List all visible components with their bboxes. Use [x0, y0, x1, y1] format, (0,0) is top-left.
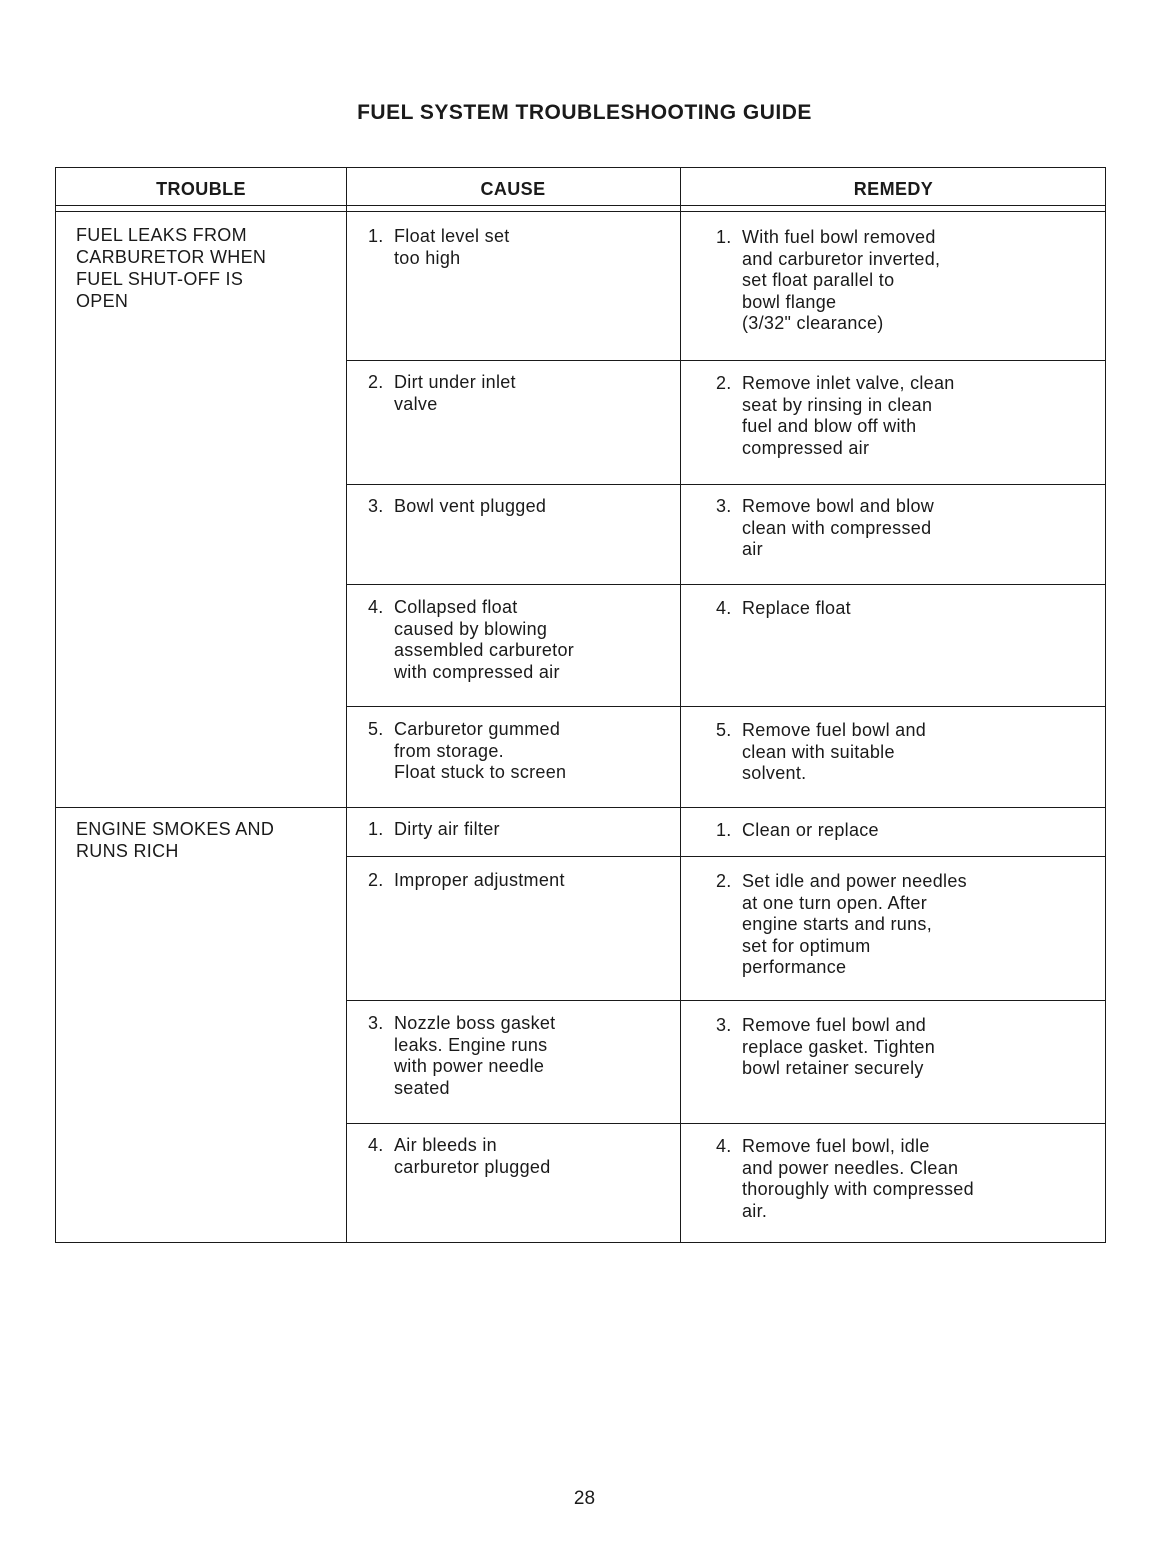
- remedy-item: [716, 598, 1096, 620]
- cause-item: [368, 870, 678, 892]
- remedy-text: Remove bowl and blow clean with compressed air: [742, 496, 935, 559]
- item-number: 1.: [368, 819, 384, 839]
- cause-text: Dirty air filter: [394, 819, 500, 839]
- cause-item: [368, 819, 678, 841]
- cause-text: Bowl vent plugged: [394, 496, 547, 516]
- remedy-item: [716, 871, 1096, 979]
- item-number: 4.: [716, 1136, 732, 1156]
- remedy-item: [716, 1015, 1096, 1080]
- cause-text: Improper adjustment: [394, 870, 565, 890]
- item-number: 4.: [368, 1135, 384, 1155]
- remedy-item: [716, 373, 1096, 459]
- remedy-item: [716, 720, 1096, 785]
- header-trouble: TROUBLE: [156, 179, 246, 199]
- item-number: 5.: [716, 720, 732, 740]
- cause-text: Nozzle boss gasket leaks. Engine runs with power needle seated: [394, 1013, 556, 1098]
- remedy-text: Remove inlet valve, clean seat by rinsing in clean fuel and blow off with compressed air: [742, 373, 955, 458]
- item-number: 2.: [368, 372, 384, 392]
- item-number: 5.: [368, 719, 384, 739]
- item-number: 3.: [716, 1015, 732, 1035]
- item-number: 4.: [368, 597, 384, 617]
- header-rule: [56, 211, 1105, 212]
- header-rule: [56, 205, 1105, 206]
- remedy-text: Remove fuel bowl and clean with suitable solvent.: [742, 720, 927, 783]
- row-divider: [346, 484, 1105, 485]
- cause-item: [368, 226, 678, 269]
- column-divider: [346, 168, 347, 1242]
- header-remedy: REMEDY: [853, 179, 934, 199]
- item-number: 3.: [716, 496, 732, 516]
- item-number: 2.: [716, 871, 732, 891]
- item-number: 2.: [368, 870, 384, 890]
- cause-text: Collapsed float caused by blowing assembled carburetor with compressed air: [394, 597, 575, 682]
- troubleshooting-table: [55, 167, 1106, 1243]
- page-title: FUEL SYSTEM TROUBLESHOOTING GUIDE: [357, 101, 812, 124]
- trouble-fuel-leaks: FUEL LEAKS FROM CARBURETOR WHEN FUEL SHUT-OFF IS OPEN: [76, 225, 267, 311]
- item-number: 3.: [368, 496, 384, 516]
- remedy-item: [716, 496, 1096, 561]
- cause-text: Carburetor gummed from storage. Float stuck to screen: [394, 719, 567, 782]
- row-divider: [346, 856, 1105, 857]
- cause-text: Dirt under inlet valve: [394, 372, 516, 414]
- header-cause: CAUSE: [480, 179, 546, 199]
- row-divider: [346, 706, 1105, 707]
- remedy-item: [716, 227, 1096, 335]
- item-number: 1.: [716, 820, 732, 840]
- cause-item: [368, 496, 678, 518]
- trouble-engine-smokes: ENGINE SMOKES AND RUNS RICH: [76, 819, 275, 861]
- item-number: 4.: [716, 598, 732, 618]
- remedy-item: [716, 820, 1096, 842]
- column-divider: [680, 168, 681, 1242]
- page-number: 28: [573, 1488, 596, 1509]
- cause-item: [368, 1013, 678, 1099]
- cause-item: [368, 597, 678, 683]
- remedy-text: Remove fuel bowl and replace gasket. Tighten bowl retainer securely: [742, 1015, 936, 1078]
- cause-item: [368, 719, 678, 784]
- item-number: 1.: [368, 226, 384, 246]
- row-divider: [346, 1123, 1105, 1124]
- row-divider: [346, 584, 1105, 585]
- row-divider: [346, 1000, 1105, 1001]
- remedy-text: With fuel bowl removed and carburetor inverted, set float parallel to bowl flange (3/32" clearance): [742, 227, 941, 333]
- group-divider: [56, 807, 1105, 808]
- remedy-item: [716, 1136, 1096, 1222]
- cause-item: [368, 1135, 678, 1178]
- row-divider: [346, 360, 1105, 361]
- cause-text: Air bleeds in carburetor plugged: [394, 1135, 551, 1177]
- item-number: 1.: [716, 227, 732, 247]
- item-number: 3.: [368, 1013, 384, 1033]
- remedy-text: Clean or replace: [742, 820, 879, 840]
- cause-text: Float level set too high: [394, 226, 510, 268]
- remedy-text: Replace float: [742, 598, 851, 618]
- remedy-text: Remove fuel bowl, idle and power needles. Clean thoroughly with compressed air.: [742, 1136, 974, 1221]
- remedy-text: Set idle and power needles at one turn open. After engine starts and runs, set for optimum performance: [742, 871, 967, 977]
- cause-item: [368, 372, 678, 415]
- item-number: 2.: [716, 373, 732, 393]
